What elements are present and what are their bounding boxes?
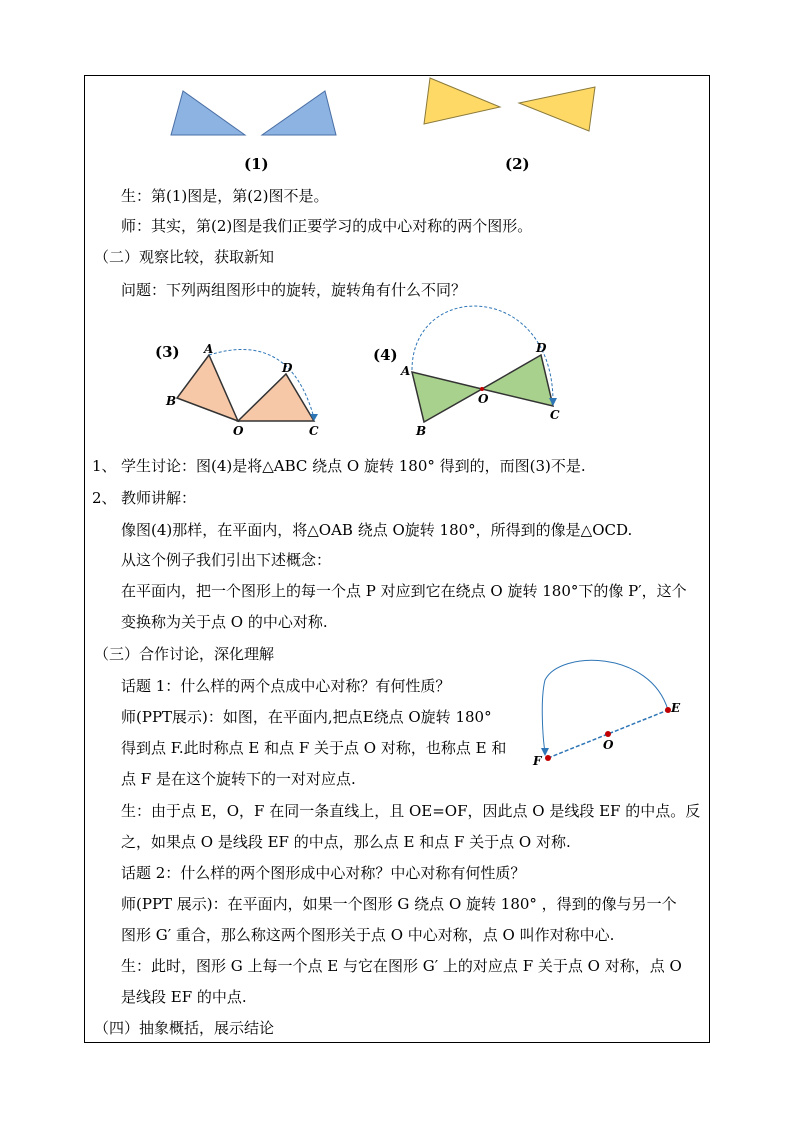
item-1-text: 学生讨论：图(4)是将△ABC 绕点 O 旋转 180° 得到的，而图(3)不是.: [121, 457, 586, 475]
fig4-label-D: D: [536, 341, 547, 355]
topic-1-question: 话题 1：什么样的两个点成中心对称？有何性质？: [121, 677, 451, 695]
fig3-label-A: A: [204, 342, 214, 356]
topic-2-student-line-1: 生：此时，图形 G 上每一个点 E 与它在图形 G′ 上的对应点 F 关于点 O 对称，点 O: [121, 957, 682, 975]
arrowhead-EF: [541, 748, 549, 756]
fig3-label-B: B: [166, 394, 177, 408]
topic-2-student-line-2: 是线段 EF 的中点.: [121, 988, 247, 1006]
paragraph-intro: 从这个例子我们引出下述概念：: [121, 551, 332, 569]
paragraph-example: 像图(4)那样，在平面内，将△OAB 绕点 O旋转 180°，所得到的像是△OCD.: [121, 521, 633, 539]
fig5-label-F: F: [533, 754, 542, 768]
topic-1-teacher-line-2: 得到点 F.此时称点 E 和点 F 关于点 O 对称，也称点 E 和: [121, 739, 507, 757]
figure-2-caption: (2): [505, 155, 530, 173]
topic-2-teacher-line-1: 师(PPT 展示)：在平面内，如果一个图形 G 绕点 O 旋转 180° ，得到的像与另一个: [121, 895, 677, 913]
figure-4-caption: (4): [373, 346, 398, 364]
fig5-label-O: O: [603, 738, 614, 752]
fig3-label-D: D: [282, 361, 293, 375]
topic-1-teacher-line-1: 师(PPT展示)：如图，在平面内,把点E绕点 O旋转 180°: [121, 708, 492, 726]
student-reasoning-line-2: 之，如果点 O 是线段 EF 的中点，那么点 E 和点 F 关于点 O 对称.: [121, 833, 571, 851]
definition-line-1: 在平面内，把一个图形上的每一个点 P 对应到它在绕点 O 旋转 180°下的像 P′，这个: [121, 582, 687, 600]
student-answer-1: 生：第(1)图是，第(2)图不是。: [121, 187, 329, 205]
section-3-heading: （三）合作讨论，深化理解: [94, 645, 275, 663]
figure-3-caption: (3): [155, 343, 180, 361]
section-4-heading: （四）抽象概括，展示结论: [94, 1019, 275, 1037]
fig5-label-E: E: [671, 701, 681, 715]
fig3-label-C: C: [309, 424, 319, 438]
teacher-remark-1: 师：其实，第(2)图是我们正要学习的成中心对称的两个图形。: [121, 217, 533, 235]
point-O: [605, 731, 611, 737]
figure-1-caption: (1): [244, 155, 269, 173]
fig4-label-A: A: [401, 364, 411, 378]
item-2-number: 2、: [92, 489, 117, 507]
fig4-label-B: B: [416, 424, 427, 438]
topic-1-teacher-line-3: 点 F 是在这个旋转下的一对对应点.: [121, 770, 356, 788]
item-1-number: 1、: [92, 457, 117, 475]
point-F: [545, 755, 551, 761]
fig4-label-O: O: [478, 392, 489, 406]
question-1: 问题：下列两组图形中的旋转，旋转角有什么不同？: [121, 281, 467, 299]
topic-2-question: 话题 2：什么样的两个图形成中心对称？中心对称有何性质？: [121, 864, 526, 882]
topic-2-teacher-line-2: 图形 G′ 重合，那么称这两个图形关于点 O 中心对称，点 O 叫作对称中心.: [121, 926, 615, 944]
section-2-heading: （二）观察比较，获取新知: [94, 248, 275, 266]
item-2-text: 教师讲解：: [121, 489, 197, 507]
definition-line-2: 变换称为关于点 O 的中心对称.: [121, 613, 328, 631]
fig3-label-O: O: [233, 424, 244, 438]
fig4-label-C: C: [550, 408, 560, 422]
student-reasoning-line-1: 生：由于点 E，O，F 在同一条直线上，且 OE=OF，因此点 O 是线段 EF 的中点。反: [121, 802, 701, 820]
